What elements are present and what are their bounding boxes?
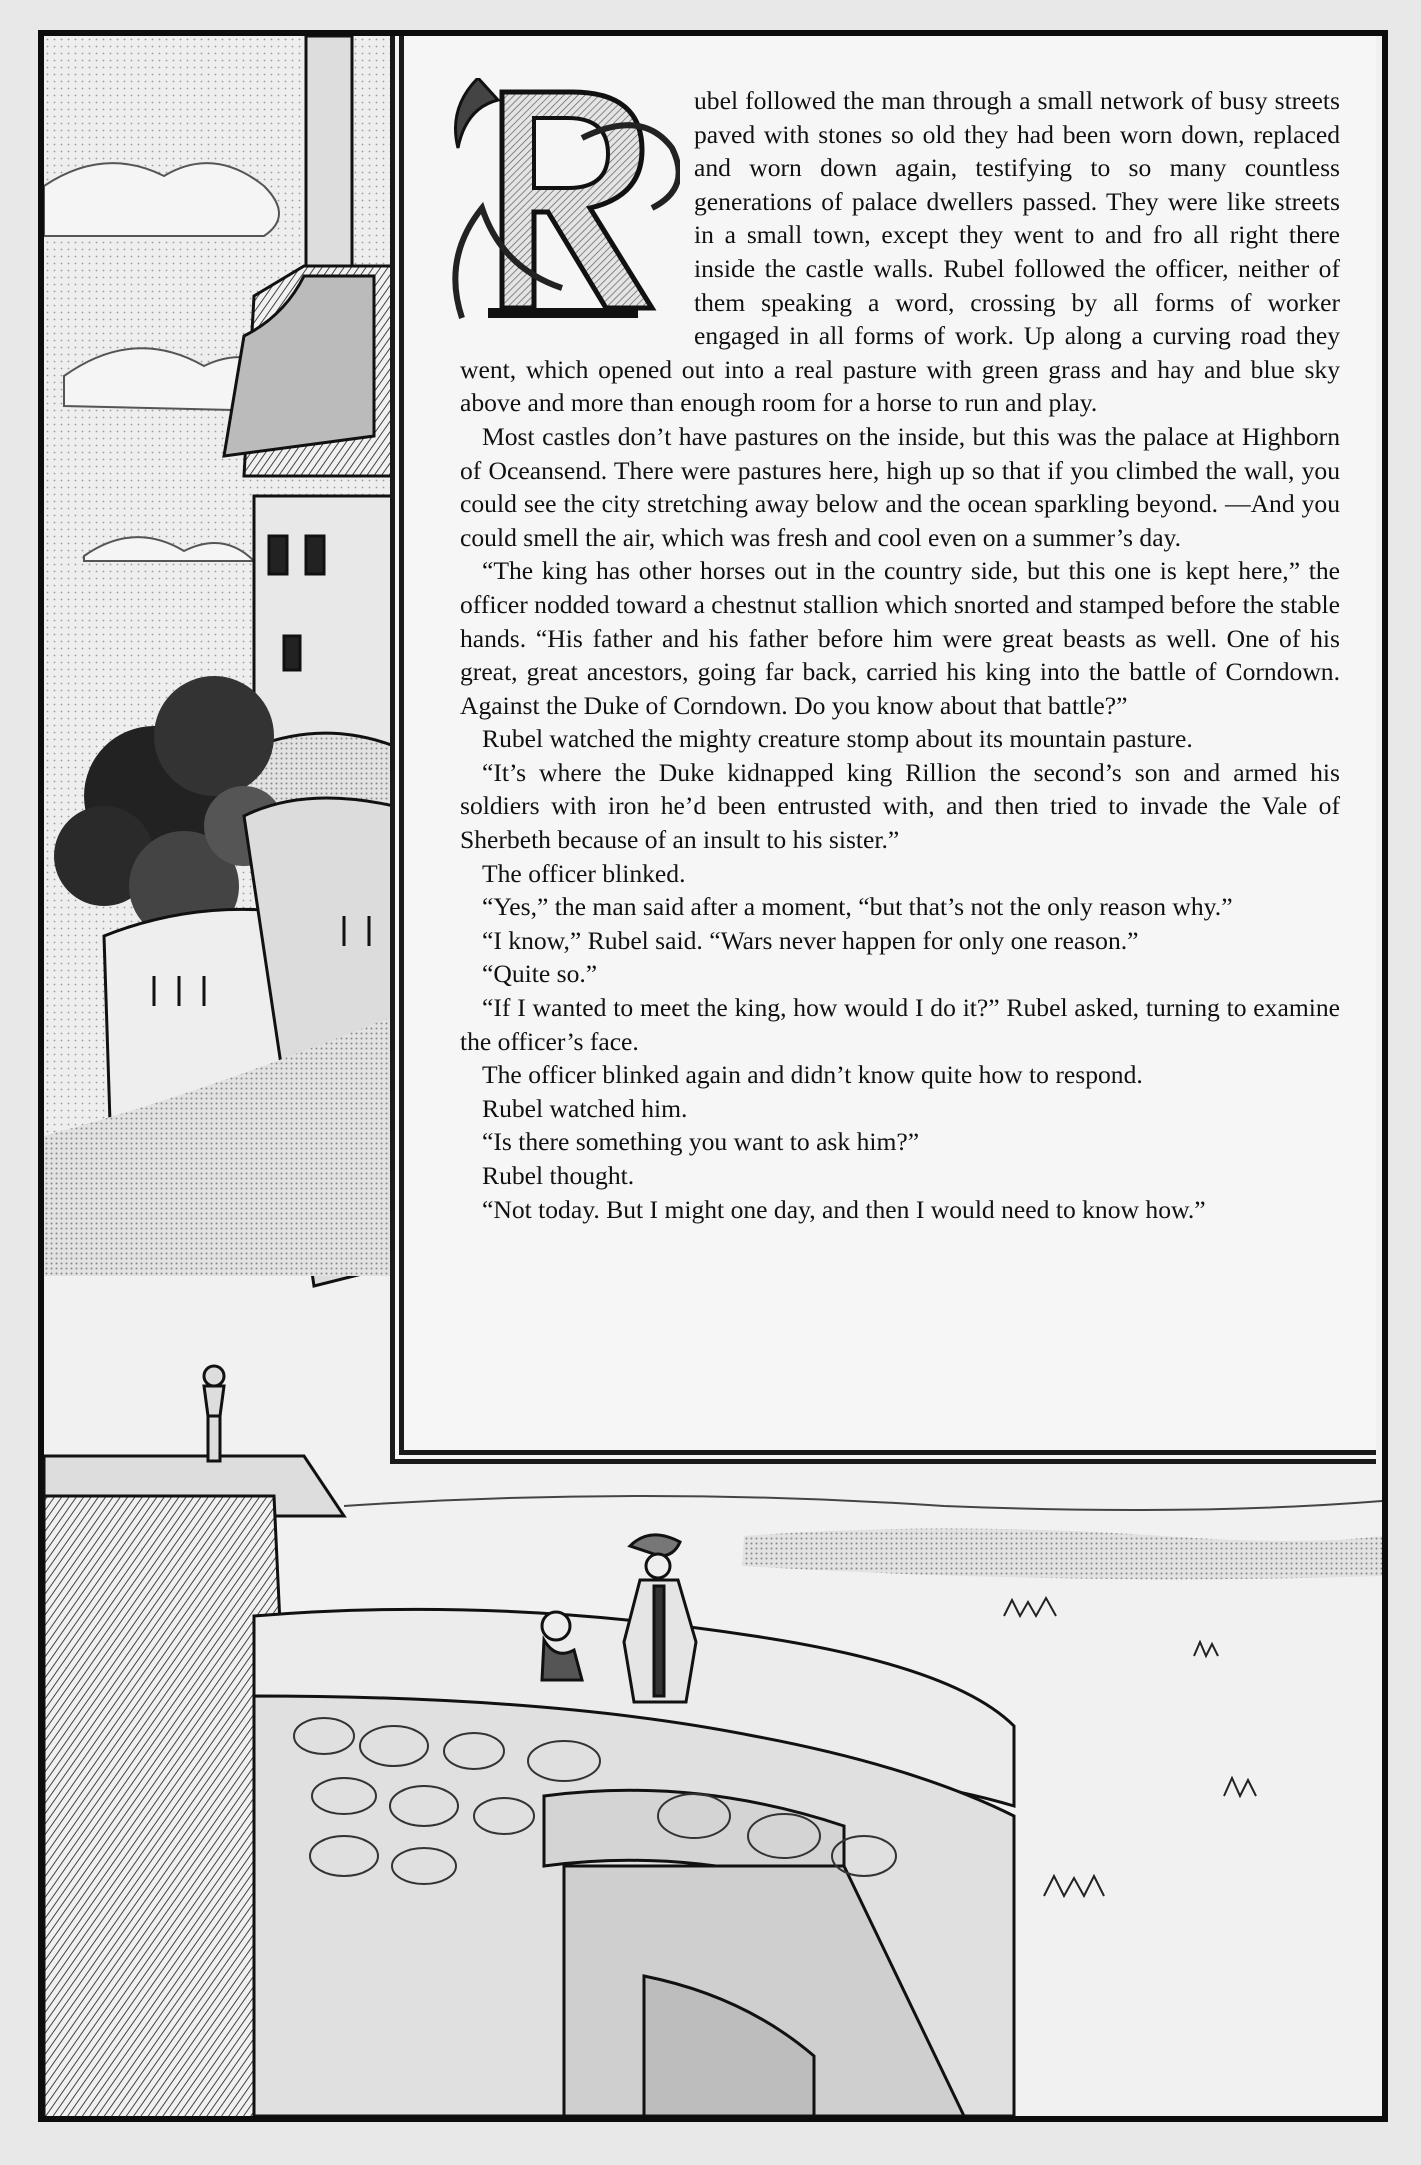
paragraph: Rubel watched the mighty creature stomp about its mountain pasture. [482,724,1193,754]
lamp-post [204,1366,224,1461]
story-text [432,78,1340,1226]
paragraph: “Not today. But I might one day, and then I would need to know how.” [482,1194,1206,1224]
paragraph: “I know,” Rubel said. “Wars never happen for only one reason.” [482,925,1139,955]
paragraph: Rubel thought. [482,1161,635,1190]
cloud [44,163,279,236]
paragraph: “Yes,” the man said after a moment, “but that’s not the only reason why.” [482,892,1233,922]
drop-cap-letter: R [432,78,433,79]
paragraph: “If I wanted to meet the king, how would I do it?” Rubel asked, turning to examine the officer’s face. [460,993,1340,1056]
paragraph: ubel followed the man through a small network of busy streets paved with stones so old they had been worn down, replaced and worn down again, testifying to so many countless generations of palace dwellers passed. They were like streets in a small town, except they went to and fro all right there inside the castle walls. Rubel followed the officer, neither of them speaking a word, crossing by all forms of worker engaged in all forms of work. Up along a curving road they went, which opened out into a real pasture with green grass and hay and blue sky above and more than enough room for a horse to run and play. [460,86,1340,418]
paragraph: The officer blinked again and didn’t know quite how to respond. [482,1060,1143,1090]
paragraph: “It’s where the Duke kidnapped king Rillion the second’s son and armed his soldiers with iron he’d been entrusted with, and then tried to invade the Vale of Sherbeth because of an insult to his sister.” [460,757,1340,855]
paragraph: Rubel watched him. [482,1093,688,1123]
paragraph: “Is there something you want to ask him?” [482,1127,920,1157]
drop-cap-r [432,78,680,338]
page-border [38,30,1388,2122]
paragraph: “The king has other horses out in the country side, but this one is kept here,” the officer nodded toward a chestnut stallion which snorted and stamped before the stable hands. “His father and his father before him were great beasts as well. One of his great, great ancestors, going far back, carried his king into the battle of Corndown. Against the Duke of Corndown. Do you know about that battle?” [460,556,1340,720]
paragraph: “Quite so.” [482,959,598,989]
paragraph: Most castles don’t have pastures on the inside, but this was the palace at Highborn of Oceansend. There were pastures here, high up so that if you climbed the wall, you could see the city stretching away below and the ocean sparkling beyond. —And you could smell the air, which was fresh and cool even on a summer’s day. [460,421,1340,552]
text-panel [390,36,1376,1464]
paragraph: The officer blinked. [482,858,686,888]
